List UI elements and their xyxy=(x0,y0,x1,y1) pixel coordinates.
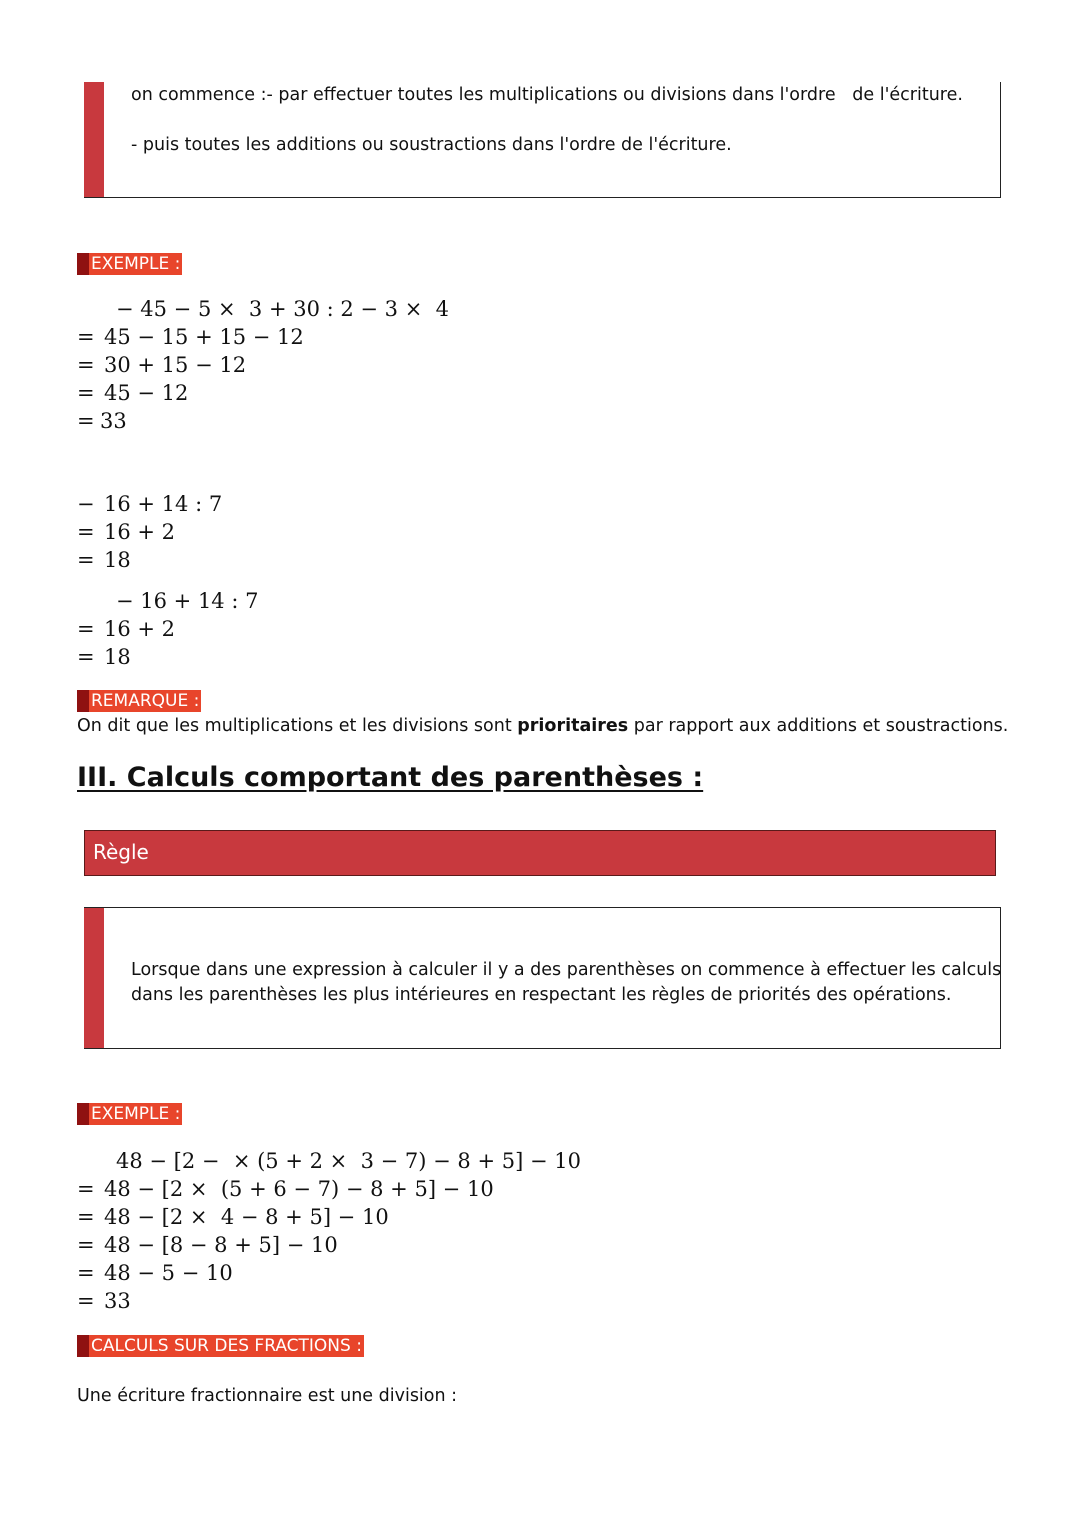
section-heading: III. Calculs comportant des parenthèses : xyxy=(77,762,704,793)
equals-sign: = xyxy=(77,1205,95,1229)
remark-text xyxy=(77,714,1008,738)
minus-sign: − xyxy=(77,492,95,516)
remark-text-before: On dit que les multiplications et les divisions sont xyxy=(77,716,518,736)
rule-text-line-2: dans les parenthèses les plus intérieures en respectant les règles de priorités des opérations. xyxy=(131,985,952,1005)
equals-sign: = xyxy=(77,617,95,641)
rule-text-line-1: Lorsque dans une expression à calculer il y a des parenthèses on commence à effectuer les calculs xyxy=(131,960,1002,980)
math-line: 48 − [2 × 4 − 8 + 5] − 10 xyxy=(104,1205,389,1229)
remark-tag: REMARQUE : xyxy=(77,690,201,712)
math-line: 18 xyxy=(104,548,131,572)
math-line: 48 − [8 − 8 + 5] − 10 xyxy=(104,1233,338,1257)
rule-text-line-2: - puis toutes les additions ou soustractions dans l'ordre de l'écriture. xyxy=(131,135,732,155)
example-tag: EXEMPLE : xyxy=(77,1103,182,1125)
math-line: 45 − 12 xyxy=(104,381,189,405)
math-line: 48 − [2 × (5 + 6 − 7) − 8 + 5] − 10 xyxy=(104,1177,494,1201)
rule-box-accent-bar xyxy=(84,82,104,197)
equals-sign: = xyxy=(77,353,95,377)
rule-header-bar xyxy=(84,830,996,876)
math-line: 48 − [2 − × (5 + 2 × 3 − 7) − 8 + 5] − 10 xyxy=(116,1149,581,1173)
equals-sign: = xyxy=(77,548,95,572)
equals-sign: = xyxy=(77,520,95,544)
math-line: 45 − 15 + 15 − 12 xyxy=(104,325,304,349)
rule-text-line-1: on commence :- par effectuer toutes les multiplications ou divisions dans l'ordre de l'écriture. xyxy=(131,85,963,105)
equals-sign: = xyxy=(77,1289,95,1313)
remark-text-after: par rapport aux additions et soustractions. xyxy=(628,716,1009,736)
equals-sign: = xyxy=(77,1233,95,1257)
equals-sign: = xyxy=(77,381,95,405)
equals-sign: = xyxy=(77,645,95,669)
rule-header-label: Règle xyxy=(93,840,149,864)
math-line: 33 xyxy=(104,1289,131,1313)
rule-box-accent-bar xyxy=(84,908,104,1048)
math-line: 16 + 2 xyxy=(104,520,176,544)
math-line: 30 + 15 − 12 xyxy=(104,353,247,377)
fractions-tag: CALCULS SUR DES FRACTIONS : xyxy=(77,1335,364,1357)
fractions-intro-text: Une écriture fractionnaire est une division : xyxy=(77,1386,458,1406)
math-line: 48 − 5 − 10 xyxy=(104,1261,233,1285)
rule-box-priorities xyxy=(84,82,1001,198)
equals-sign: = xyxy=(77,1261,95,1285)
math-line: 33 xyxy=(100,409,127,433)
math-line: − 45 − 5 × 3 + 30 : 2 − 3 × 4 xyxy=(116,297,450,321)
example-tag: EXEMPLE : xyxy=(77,253,182,275)
equals-sign: = xyxy=(77,1177,95,1201)
equals-sign: = xyxy=(77,325,95,349)
math-line: 16 + 14 : 7 xyxy=(104,492,223,516)
equals-sign: = xyxy=(77,409,95,433)
math-line: 16 + 2 xyxy=(104,617,176,641)
math-line: − 16 + 14 : 7 xyxy=(116,589,259,613)
math-line: 18 xyxy=(104,645,131,669)
rule-box-parentheses xyxy=(84,907,1001,1049)
remark-text-bold: prioritaires xyxy=(517,716,629,736)
